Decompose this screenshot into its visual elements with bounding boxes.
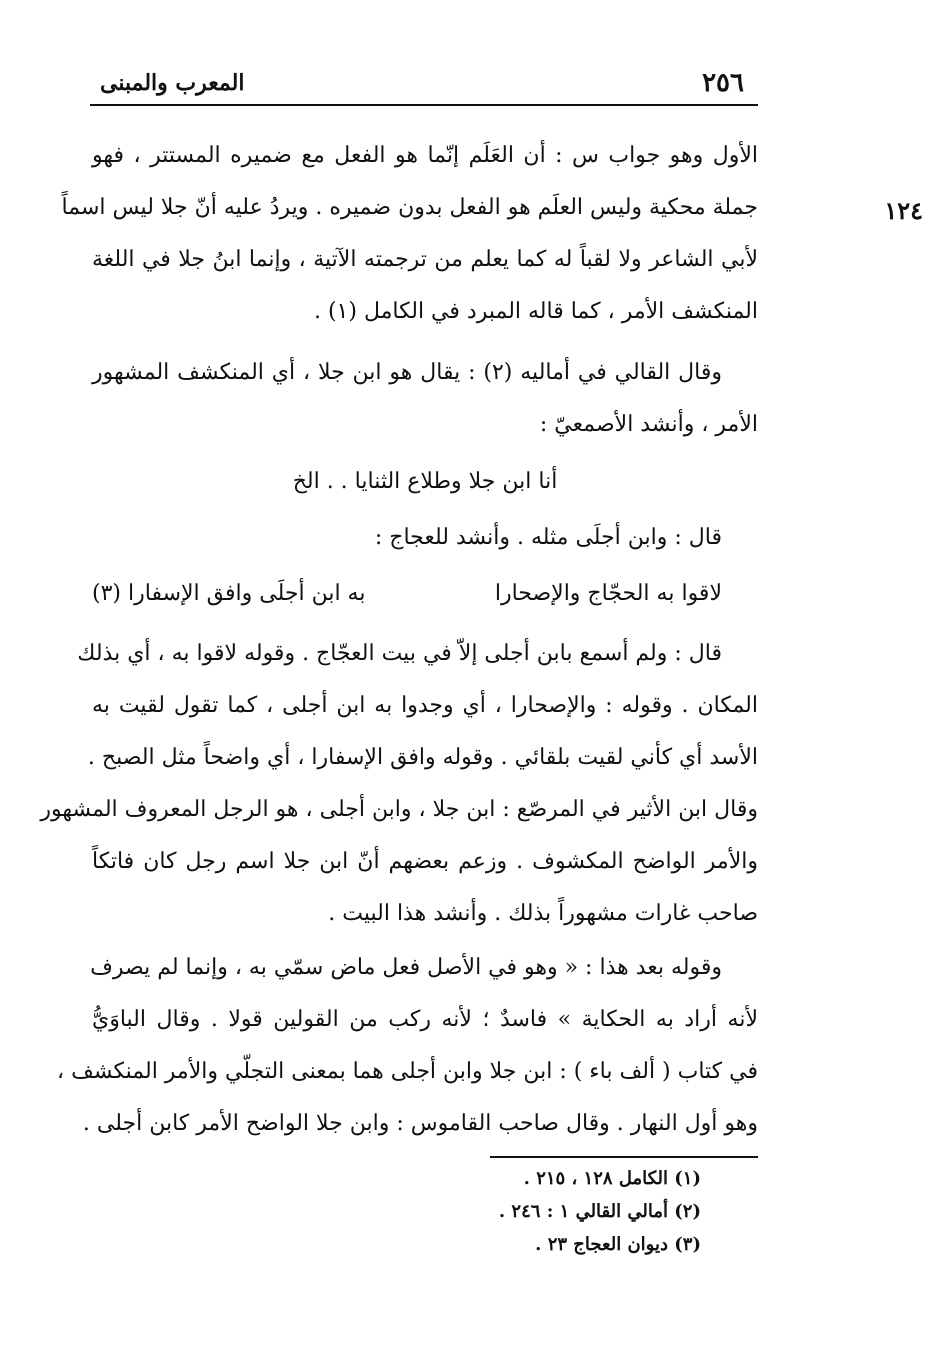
text-line: صاحب غارات مشهوراً بذلك . وأنشد هذا البيت .	[328, 901, 758, 926]
running-title: المعرب والمبنى	[100, 70, 245, 96]
text-line: الأول وهو جواب س : أن العَلَم إنّما هو الفعل مع ضميره المستتر ، فهو	[92, 143, 758, 168]
text-line: قال : ولم أسمع بابن أجلى إلاّ في بيت العجّاج . وقوله لاقوا به ، أي بذلك	[77, 641, 722, 666]
footnote: (١) الكامل ١٢٨ ، ٢١٥ .	[523, 1168, 701, 1189]
text-line: وقال القالي في أماليه (٢) : يقال هو ابن جلا ، أي المنكشف المشهور	[92, 360, 722, 385]
page-number: ٢٥٦	[702, 68, 744, 98]
margin-number: ١٢٤	[884, 196, 923, 225]
text-line: قال : وابن أجلَى مثله . وأنشد للعجاج :	[374, 525, 722, 550]
verse-right-hemistich: لاقوا به الحجّاج والإصحارا	[494, 581, 722, 606]
text-line: الأمر ، وأنشد الأصمعيّ :	[539, 412, 758, 437]
text-line: في كتاب ( ألف باء ) : ابن جلا وابن أجلى هما بمعنى التجلّي والأمر المنكشف ،	[56, 1059, 758, 1084]
text-line: لأنه أراد به الحكاية » فاسدٌ ؛ لأنه ركب من القولين قولا . وقال الباوَيُّ	[92, 1007, 758, 1032]
text-line: وقال ابن الأثير في المرصّع : ابن جلا ، وابن أجلى ، هو الرجل المعروف المشهور	[40, 797, 758, 822]
footnote: (٣) ديوان العجاج ٢٣ .	[535, 1234, 701, 1255]
footnote-divider	[490, 1156, 758, 1158]
text-line: المكان . وقوله : والإصحارا ، أي وجدوا به ابن أجلى ، كما تقول لقيت به	[92, 693, 758, 718]
text-line: وقوله بعد هذا : « وهو في الأصل فعل ماض سمّي به ، وإنما لم يصرف	[90, 955, 722, 980]
text-line: والأمر الواضح المكشوف . وزعم بعضهم أنّ ابن جلا اسم رجل كان فاتكاً	[92, 849, 758, 874]
text-line: لأبي الشاعر ولا لقباً له كما يعلم من ترجمته الآتية ، وإنما ابنُ جلا في اللغة	[92, 247, 758, 272]
quoted-verse: أنا ابن جلا وطلاع الثنايا . . الخ	[292, 469, 558, 494]
text-line: الأسد أي كأني لقيت بلقائي . وقوله وافق الإسفارا ، أي واضحاً مثل الصبح .	[87, 745, 758, 770]
text-line: المنكشف الأمر ، كما قاله المبرد في الكامل (١) .	[313, 299, 758, 324]
verse-left-hemistich: به ابن أجلَى وافق الإسفارا (٣)	[92, 581, 366, 606]
verse-couplet	[92, 578, 758, 618]
text-line: وهو أول النهار . وقال صاحب القاموس : وابن جلا الواضح الأمر كابن أجلى .	[82, 1111, 758, 1136]
footnote: (٢) أمالي القالي ١ : ٢٤٦ .	[498, 1201, 701, 1222]
text-line: جملة محكية وليس العلَم هو الفعل بدون ضميره . ويردُ عليه أنّ جلا ليس اسماً	[61, 195, 758, 220]
page-header	[90, 62, 758, 106]
